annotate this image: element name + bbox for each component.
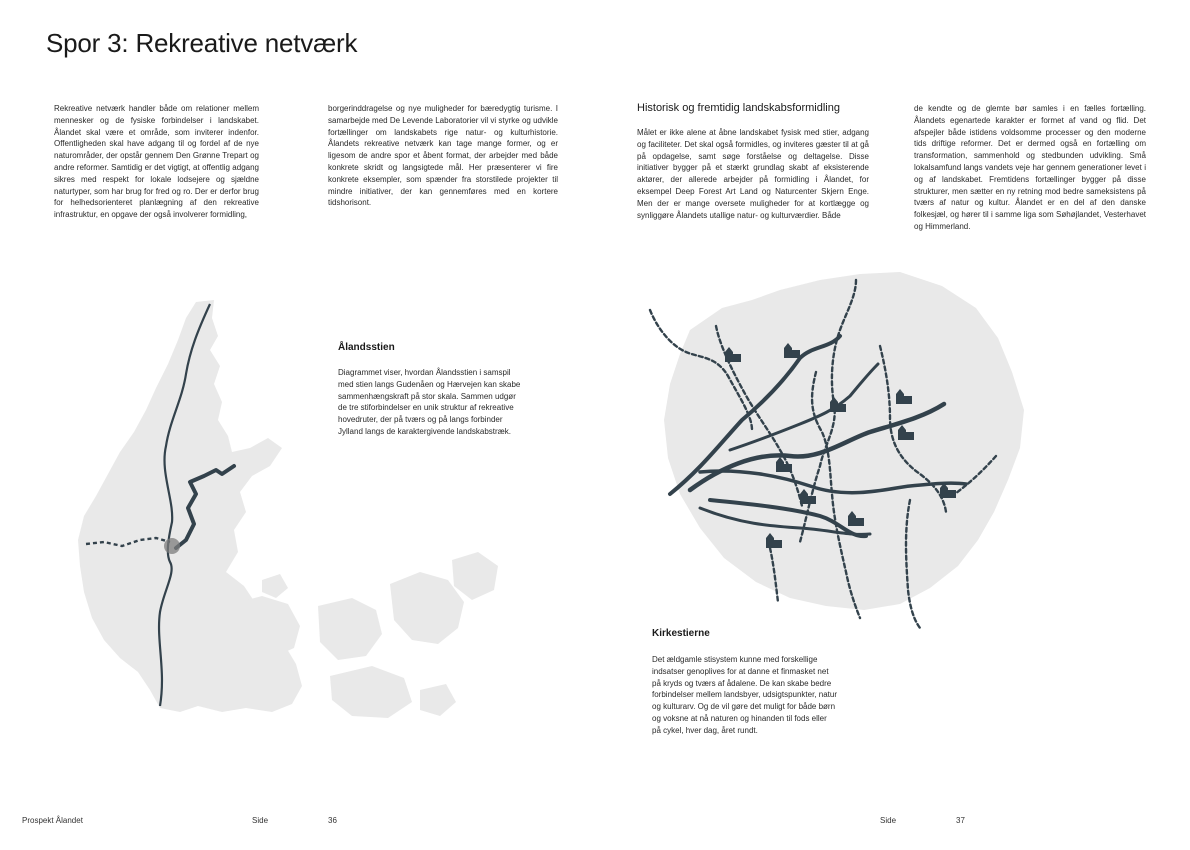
footer-side-label-left: Side [252,816,269,825]
aalandsstien-heading: Ålandsstien [338,342,395,353]
denmark-landmass [78,300,498,718]
historisk-heading: Historisk og fremtidig landskabsformidling [637,102,840,114]
page-title: Spor 3: Rekreative netværk [46,28,358,58]
historisk-column-1: Målet er ikke alene at åbne landskabet fysisk med stier, adgang og faciliteter. Det skal også formidles, og inviteres gæster til at gå på opdagelse, samt søge forståelse og deltagelse. Disse initiativer bygger på et stærkt grundlag skabt af eksisterende aktører, der allerede arbejder på formidling i Ålandet, for eksempel Deep Forest Art Land og Naturcenter Skjern Enge. Men der er mange oversete muligheder for at kortlægge og synliggøre Ålandets utallige natur- og kulturværdier. Både [637,128,869,220]
kirkestierne-text: Det ældgamle stisystem kunne med forskellige indsatser genoplives for at danne et finmasket net på kryds og tværs af ådalene. De kan skabe bedre forbindelser mellem landsbyer, udsigtspunkter, natur og kulturarv. Og de vil gøre det muligt for både børn og voksne at nå naturen og hinanden til fods eller på cykel, hver dag, året rundt. [652,655,837,735]
footer-page-left: 36 [328,816,337,825]
aalandsstien-text: Diagrammet viser, hvordan Ålandsstien i samspil med stien langs Gudenåen og Hærvejen kan skabe sammenhængskraft på stor skala. Sammen udgør de tre stiforbindelser en unik struktur af rekreative hovedruter, der på tværs og på langs forbinder Jylland langs de karaktergivende landskabstræk. [338,368,521,436]
denmark-trail-map [60,290,540,750]
footer-publication: Prospekt Ålandet [22,816,83,825]
footer-page-right: 37 [956,816,965,825]
kirkestierne-heading: Kirkestierne [652,628,710,639]
highlight-node [164,538,180,554]
historisk-column-2: de kendte og de glemte bør samles i en fælles fortælling. Ålandets egenartede karakter er formet af vand og flid. Det afspejler både istidens voldsomme processer og den moderne tids driftige reformer. Det er dermed også en fortælling om transformation, sammenhold og stedbunden udvikling. Små lokalsamfund langs vandets veje har gennem generationer levet i og af landskabet. Fremtidens fortællinger bygger på disse strukturer, men sætter en ny retning mod bedre sameksistens på tværs af natur og kultur. Ålandet er en del af den danske folkesjæl, og hører til i samme liga som Søhøjlandet, Vesterhavet og Himmerland. [914,104,1146,231]
intro-column-1: Rekreative netværk handler både om relationer mellem mennesker og de fysiske forbindelser i landskabet. Ålandet skal være et område, som inviterer indenfor. Offentligheden skal have adgang til og fordel af de nye naturområder, der opstår gennem Den Grønne Trepart og andre reformer. Samtidig er det vigtigt, at offentlig adgang sikres med respekt for lokale lodsejere og sjældne naturtyper, som har brug for fred og ro. Der er derfor brug for helhedsorienteret planlægning af den rekreative infrastruktur, en opgave der også involverer formidling, [54,104,259,220]
footer-side-label-right: Side [880,816,897,825]
intro-column-2: borgerinddragelse og nye muligheder for bæredygtig turisme. I samarbejde med De Levende Laboratorier vil vi styrke og udvikle fortællinger om landskabets rige natur- og kulturhistorie. Ålandets rekreative netværk kan tage mange former, og er ligesom de andre spor et åbent format, der arbejder med både konkrete skridt og langsigtede mål. Her præsenterer vi fire konkrete eksempler, som spænder fra storstilede projekter til mindre initiativer, der kan gennemføres med en kortere tidshorisont. [328,104,558,208]
kirkestier-diagram [640,265,1040,630]
